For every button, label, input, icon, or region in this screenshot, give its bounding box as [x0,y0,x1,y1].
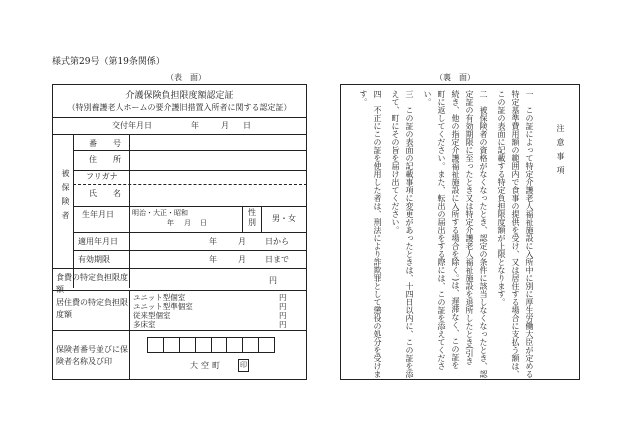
birth-day-unit: 日 [200,219,207,227]
valid-to: 日まで [265,255,289,264]
certificate-title: 介護保険負担限度額認定証 [125,91,234,101]
note-line: 四 不正にこの証を使用した者は、刑法により詐欺罪として懲役の処分を受けま [373,90,382,378]
insurer-name: 大空町 [190,361,223,370]
residence-item-name: ユニット型準個室 [133,302,193,311]
applicable-year-unit: 年 [209,237,217,246]
food-unit: 円 [269,276,277,285]
residence-item-name: 多床室 [133,320,156,329]
residence-item-name: 従来型個室 [133,311,171,320]
issue-year-unit: 年 [191,121,199,130]
birth-year-unit: 年 [167,219,174,227]
issue-date-label: 交付年月日 [112,121,152,130]
residence-limit-label: 居住費の特定負担限度額 [56,298,128,319]
residence-item-unit: 円 [279,311,287,320]
name-label: 氏 名 [89,189,121,198]
sex-label: 性別 [248,208,256,227]
front-certificate [52,84,307,380]
note-line: えて、町にその旨を届け出てください。 [391,90,400,234]
notes-heading: 注意事項 [556,124,565,180]
residence-item-name: ユニット型個室 [133,293,186,302]
note-line: 三 この証の表面の記載事項に変更があったときは、十四日以内に、この証を添 [405,90,414,378]
note-line: この証の表面に記載する特定負担限度額が上限となります。 [497,90,506,306]
front-side-label: （表 面） [166,73,206,82]
insurer-number-boxes [147,337,275,353]
note-line: 定証の有効期限に至ったとき又は特定介護老人福祉施設を退所したとき(引き [465,90,474,366]
back-notes [340,84,580,380]
issue-day-unit: 日 [243,121,251,130]
birth-month-unit: 月 [184,219,191,227]
insured-label: 被保険者 [61,169,70,225]
applicable-from: 日から [265,237,289,246]
issue-month-unit: 月 [221,121,229,130]
note-line: 町に返してください。また、転出の届出をする際には、この証を添えてくださ [437,90,446,370]
residence-item-unit: 円 [279,302,287,311]
number-label: 番 号 [89,139,121,148]
residence-item-unit: 円 [279,320,287,329]
era-options: 明治・大正・昭和 [132,209,188,217]
food-limit-label: 食費の特定負担限度額 [56,273,128,294]
note-line: 特定基準費用額の範囲内で食事の提供を受け、又は居住する場合に支払う額は、 [511,90,520,378]
birthdate-label: 生年月日 [82,210,114,219]
insurer-label: 保険者番号並びに保険者名称及び印 [56,345,128,366]
sex-options: 男・女 [272,214,296,223]
back-side-label: （裏 面） [435,73,475,82]
valid-month-unit: 月 [238,255,246,264]
note-line: す。 [359,90,368,106]
certificate-subtitle: （特別養護老人ホームの要介護旧措置入所者に関する認定証） [67,103,292,112]
applicable-date-label: 適用年月日 [78,237,118,246]
valid-year-unit: 年 [209,255,217,264]
note-line: 続き、他の指定介護福祉施設に入所する場合を除く。)は、遅滞なく、この証を [451,90,460,370]
valid-until-label: 有効期限 [78,255,110,264]
form-number: 様式第29号（第19条関係） [52,57,165,67]
note-line: い。 [423,90,432,106]
address-label: 住 所 [89,155,121,164]
insurer-seal: 印 [238,359,249,372]
note-line: 二 被保険者の資格がなくなったとき、認定の条件に該当しなくなったとき、認 [479,90,488,378]
note-line: 一 この証によって特定介護老人福祉施設に入所中に別に厚生労働大臣が定める [525,90,534,378]
residence-item-unit: 円 [279,293,287,302]
furigana-label: フリガナ [86,172,118,181]
applicable-month-unit: 月 [238,237,246,246]
